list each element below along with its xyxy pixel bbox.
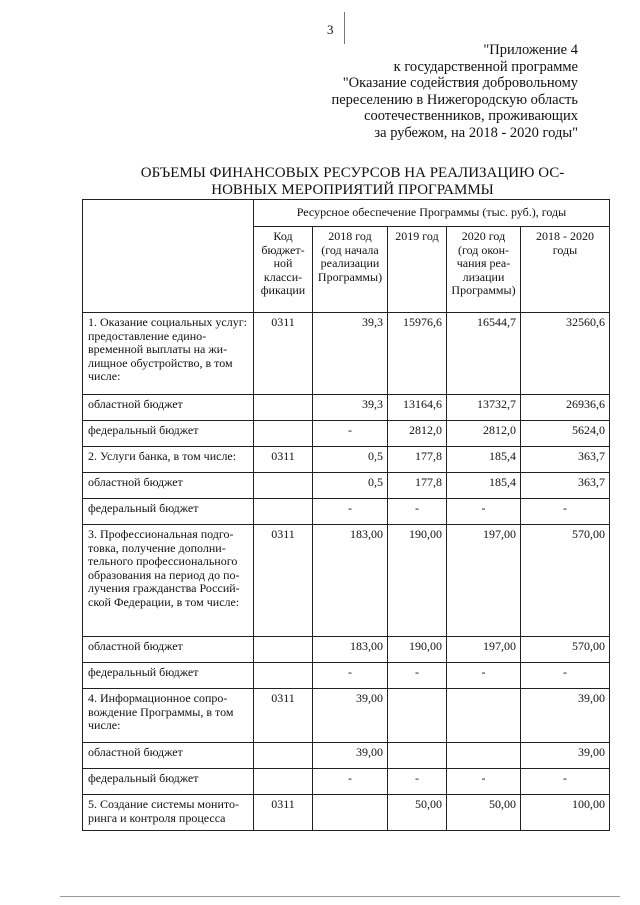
col-header-2018: 2018 год (год начала реализации Программы)	[313, 227, 388, 313]
row-2018-cell: 39,3	[313, 313, 388, 395]
row-code-cell: 0311	[254, 313, 313, 395]
row-code-cell: 0311	[254, 689, 313, 743]
row-2018-cell: 39,3	[313, 395, 388, 421]
row-name-cell: областной бюджет	[83, 637, 254, 663]
row-2020-cell: 185,4	[447, 473, 521, 499]
row-total-cell: 363,7	[521, 447, 610, 473]
row-total-cell: 26936,6	[521, 395, 610, 421]
row-name-cell: областной бюджет	[83, 743, 254, 769]
row-code-cell	[254, 395, 313, 421]
row-2020-cell: -	[447, 499, 521, 525]
row-2019-cell: 50,00	[388, 795, 447, 831]
row-2019-cell: -	[388, 769, 447, 795]
row-total-cell: 570,00	[521, 525, 610, 637]
row-2018-cell: -	[313, 769, 388, 795]
row-2018-cell: 183,00	[313, 637, 388, 663]
header-row-group	[83, 200, 610, 227]
row-name-cell: федеральный бюджет	[83, 499, 254, 525]
row-2020-cell: -	[447, 769, 521, 795]
row-total-cell: 39,00	[521, 689, 610, 743]
row-2018-cell: 39,00	[313, 743, 388, 769]
table-row	[83, 525, 610, 637]
header-group-cell: Ресурсное обеспечение Программы (тыс. руб.), годы	[254, 200, 610, 227]
row-2018-cell: 39,00	[313, 689, 388, 743]
row-2018-cell: 0,5	[313, 447, 388, 473]
row-total-cell: 32560,6	[521, 313, 610, 395]
row-2019-cell: -	[388, 663, 447, 689]
row-code-cell: 0311	[254, 795, 313, 831]
row-name-cell: 4. Информационное сопро-вождение Программы, в том числе:	[83, 689, 254, 743]
row-2020-cell: -	[447, 663, 521, 689]
row-name-cell: федеральный бюджет	[83, 421, 254, 447]
row-2020-cell: 197,00	[447, 525, 521, 637]
row-2020-cell: 185,4	[447, 447, 521, 473]
table-row	[83, 421, 610, 447]
table-row	[83, 637, 610, 663]
row-2019-cell	[388, 743, 447, 769]
title-line: ОБЪЕМЫ ФИНАНСОВЫХ РЕСУРСОВ НА РЕАЛИЗАЦИЮ ОС-	[140, 165, 565, 181]
row-2020-cell: 50,00	[447, 795, 521, 831]
appendix-line: к государственной программе	[393, 58, 578, 75]
col-header-2019: 2019 год	[388, 227, 447, 313]
table-row	[83, 663, 610, 689]
row-2018-cell: -	[313, 499, 388, 525]
appendix-line: "Приложение 4	[483, 42, 578, 58]
row-total-cell: 100,00	[521, 795, 610, 831]
row-2019-cell: 2812,0	[388, 421, 447, 447]
table-row	[83, 689, 610, 743]
table-row	[83, 313, 610, 395]
row-name-cell: федеральный бюджет	[83, 769, 254, 795]
row-2018-cell: 0,5	[313, 473, 388, 499]
table-row	[83, 473, 610, 499]
row-total-cell: -	[521, 769, 610, 795]
page-number: 3	[327, 22, 334, 37]
title-line: НОВНЫХ МЕРОПРИЯТИЙ ПРОГРАММЫ	[211, 182, 494, 198]
row-2019-cell	[388, 689, 447, 743]
row-code-cell	[254, 743, 313, 769]
row-2020-cell	[447, 743, 521, 769]
row-total-cell: -	[521, 499, 610, 525]
row-2020-cell: 2812,0	[447, 421, 521, 447]
margin-line	[344, 12, 345, 44]
row-2018-cell: -	[313, 421, 388, 447]
row-name-cell: 2. Услуги банка, в том числе:	[83, 447, 254, 473]
row-code-cell: 0311	[254, 525, 313, 637]
page-bottom-edge	[60, 896, 620, 897]
row-total-cell: -	[521, 663, 610, 689]
row-code-cell	[254, 663, 313, 689]
row-code-cell	[254, 499, 313, 525]
row-code-cell	[254, 637, 313, 663]
financial-table	[82, 199, 610, 831]
table-row	[83, 769, 610, 795]
table-row	[83, 395, 610, 421]
appendix-line: соотечественников, проживающих	[364, 108, 578, 124]
row-code-cell	[254, 473, 313, 499]
row-name-cell: 3. Профессиональная подго-товка, получение дополни-тельного профессионального образования на период до по-лучения гражданства Россий-ской Федерации, в том числе:	[83, 525, 254, 637]
row-code-cell	[254, 769, 313, 795]
row-2020-cell: 13732,7	[447, 395, 521, 421]
row-name-cell: областной бюджет	[83, 395, 254, 421]
row-name-cell: областной бюджет	[83, 473, 254, 499]
row-code-cell	[254, 421, 313, 447]
row-name-cell: федеральный бюджет	[83, 663, 254, 689]
row-2019-cell: 13164,6	[388, 395, 447, 421]
row-2019-cell: 190,00	[388, 525, 447, 637]
row-total-cell: 570,00	[521, 637, 610, 663]
row-2018-cell: -	[313, 663, 388, 689]
row-2019-cell: -	[388, 499, 447, 525]
row-name-cell: 1. Оказание социальных услуг: предоставление едино-временной выплаты на жи-лищное обустройство, в том числе:	[83, 313, 254, 395]
header-empty-cell	[83, 200, 254, 313]
table-row	[83, 499, 610, 525]
col-header-total: 2018 - 2020 годы	[521, 227, 610, 313]
row-2020-cell: 16544,7	[447, 313, 521, 395]
col-header-code: Код бюджет-ной класси-фикации	[254, 227, 313, 313]
row-name-cell: 5. Создание системы монито-ринга и контроля процесса	[83, 795, 254, 831]
row-2018-cell	[313, 795, 388, 831]
table-row	[83, 795, 610, 831]
row-total-cell: 5624,0	[521, 421, 610, 447]
row-2019-cell: 15976,6	[388, 313, 447, 395]
row-2018-cell: 183,00	[313, 525, 388, 637]
row-2019-cell: 190,00	[388, 637, 447, 663]
row-2020-cell: 197,00	[447, 637, 521, 663]
row-total-cell: 39,00	[521, 743, 610, 769]
table-row	[83, 447, 610, 473]
col-header-2020: 2020 год (год окон-чания реа-лизации Программы)	[447, 227, 521, 313]
row-code-cell: 0311	[254, 447, 313, 473]
row-2019-cell: 177,8	[388, 473, 447, 499]
appendix-header	[278, 42, 578, 141]
row-total-cell: 363,7	[521, 473, 610, 499]
row-2020-cell	[447, 689, 521, 743]
row-2019-cell: 177,8	[388, 447, 447, 473]
appendix-line: за рубежом, на 2018 - 2020 годы"	[374, 124, 578, 141]
document-title	[120, 165, 585, 199]
table-row	[83, 743, 610, 769]
appendix-line: переселению в Нижегородскую область	[331, 91, 578, 108]
appendix-line: "Оказание содействия добровольному	[342, 75, 578, 91]
